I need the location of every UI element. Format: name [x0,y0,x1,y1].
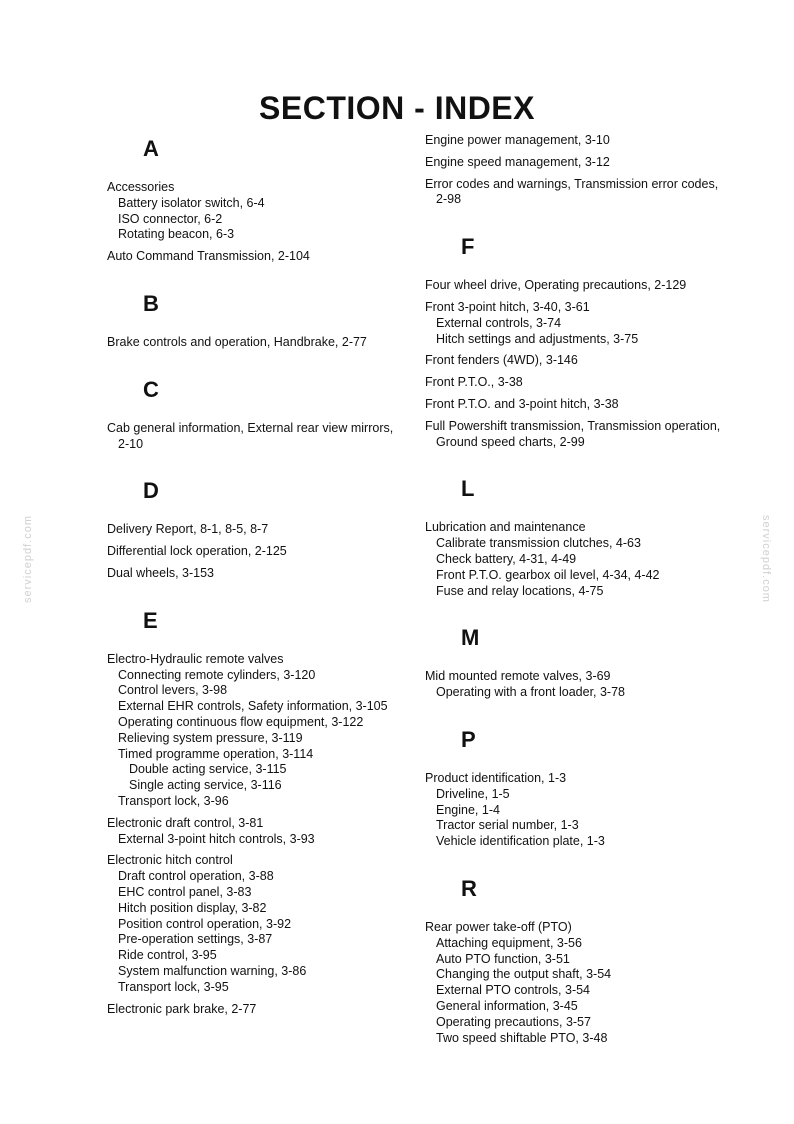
index-entry [107,1002,407,1018]
index-entry-main: Front fenders (4WD), 3-146 [425,353,578,368]
index-entry-sub: Position control operation, 3-92 [118,916,292,931]
index-entry [425,419,725,451]
group-spacer [107,458,407,470]
index-entry-sub: Front P.T.O. gearbox oil level, 4-34, 4-42 [436,567,660,582]
index-entry-sub: Operating continuous flow equipment, 3-122 [118,714,364,729]
index-entry-sub: Operating precautions, 3-57 [436,1014,591,1029]
index-entry-sub: Timed programme operation, 3-114 [118,746,314,761]
index-letter-heading: P [461,726,476,752]
index-entry-main: Electronic draft control, 3-81 [107,815,264,830]
index-group [107,136,407,283]
index-left-column [107,130,407,1023]
index-entry-sub: Transport lock, 3-95 [118,979,229,994]
index-entry [107,853,407,995]
index-entry-sub: External PTO controls, 3-54 [436,983,591,998]
index-entry-sub: Calibrate transmission clutches, 4-63 [436,536,641,551]
index-entry-main: Delivery Report, 8-1, 8-5, 8-7 [107,522,269,537]
index-entry-main: Full Powershift transmission, Transmission operation, Ground speed charts, 2-99 [425,418,721,449]
index-entry-sub: Transport lock, 3-96 [118,793,229,808]
index-letter-heading: E [143,607,158,633]
group-spacer [425,605,725,617]
index-entry [107,652,407,810]
index-entry [107,180,407,243]
index-letter-heading: L [461,476,475,502]
index-entry-sub: Attaching equipment, 3-56 [436,935,582,950]
index-group [425,133,725,226]
index-entry-sub: Single acting service, 3-116 [129,778,282,793]
index-entry-main: Differential lock operation, 2-125 [107,544,287,559]
index-entry [107,816,407,848]
index-letter-heading: C [143,376,159,402]
index-letter-heading: F [461,234,475,260]
index-entry-sub: ISO connector, 6-2 [118,211,223,226]
index-group [425,625,725,719]
group-spacer [107,357,407,369]
index-right-column [425,133,725,1052]
index-group [425,876,725,1046]
index-entry-sub: Draft control operation, 3-88 [118,869,274,884]
index-entry-sub: Vehicle identification plate, 1-3 [436,834,605,849]
index-entry-sub: EHC control panel, 3-83 [118,884,252,899]
group-spacer [425,214,725,226]
index-entry-main: Brake controls and operation, Handbrake, 2-77 [107,334,367,349]
index-entry-main: Cab general information, External rear view mirrors, 2-10 [107,420,394,451]
index-entry-sub: External EHR controls, Safety information, 3-105 [118,699,388,714]
group-spacer [425,856,725,868]
index-entry [425,133,725,149]
watermark-left: servicepdf.com [22,515,34,603]
index-entry-sub: Auto PTO function, 3-51 [436,951,570,966]
page-title: SECTION - INDEX [259,90,535,126]
index-letter-heading: R [461,875,477,901]
index-entry-main: Mid mounted remote valves, 3-69 [425,669,611,684]
index-group [107,291,407,369]
index-entry-main: Electronic park brake, 2-77 [107,1001,257,1016]
index-entry-main: Accessories [107,180,175,194]
index-entry [107,421,407,453]
index-entry-sub: Check battery, 4-31, 4-49 [436,551,577,566]
index-entry-sub: Control levers, 3-98 [118,683,228,698]
index-entry-sub: Connecting remote cylinders, 3-120 [118,667,316,682]
index-entry-sub: Fuse and relay locations, 4-75 [436,583,604,598]
index-entry-main: Dual wheels, 3-153 [107,565,215,580]
index-entry [107,566,407,582]
index-entry [107,249,407,265]
index-entry-main: Front P.T.O., 3-38 [425,375,523,390]
index-entry-main: Auto Command Transmission, 2-104 [107,249,310,264]
index-entry [425,300,725,347]
index-entry-sub: Rotating beacon, 6-3 [118,227,235,242]
index-entry [425,771,725,850]
index-entry [425,397,725,413]
index-entry-sub: External controls, 3-74 [436,315,562,330]
index-entry-main: Front 3-point hitch, 3-40, 3-61 [425,299,590,314]
group-spacer [107,588,407,600]
index-entry-main: Engine speed management, 3-12 [425,154,610,169]
index-entry [425,375,725,391]
group-spacer [425,707,725,719]
index-group [107,478,407,599]
index-entry-main: Front P.T.O. and 3-point hitch, 3-38 [425,396,619,411]
index-entry [425,177,725,209]
watermark-right: servicepdf.com [760,515,772,603]
index-entry-sub: Hitch settings and adjustments, 3-75 [436,331,639,346]
index-entry-main: Engine power management, 3-10 [425,133,610,147]
index-entry-sub: Battery isolator switch, 6-4 [118,195,265,210]
index-entry-sub: Two speed shiftable PTO, 3-48 [436,1030,608,1045]
index-entry [107,544,407,560]
group-spacer [425,456,725,468]
index-entry [425,155,725,171]
index-entry-sub: General information, 3-45 [436,998,578,1013]
index-entry [107,522,407,538]
index-entry-main: Rear power take-off (PTO) [425,919,572,934]
index-entry-main: Electronic hitch control [107,853,233,868]
index-entry-sub: External 3-point hitch controls, 3-93 [118,831,315,846]
index-group [425,476,725,617]
index-entry-sub: Double acting service, 3-115 [129,762,287,777]
index-entry-sub: Hitch position display, 3-82 [118,900,267,915]
index-entry-sub: Operating with a front loader, 3-78 [436,685,626,700]
index-entry-sub: Changing the output shaft, 3-54 [436,967,612,982]
index-entry [425,353,725,369]
index-entry-main: Product identification, 1-3 [425,770,567,785]
index-entry-sub: Tractor serial number, 1-3 [436,818,579,833]
index-entry-sub: Engine, 1-4 [436,802,500,817]
index-entry-main: Electro-Hydraulic remote valves [107,651,284,666]
index-entry-main: Error codes and warnings, Transmission error codes, 2-98 [425,176,719,207]
index-letter-heading: D [143,478,159,504]
index-group [425,234,725,468]
index-entry-main: Four wheel drive, Operating precautions, 2-129 [425,278,687,293]
index-entry [107,335,407,351]
index-entry-sub: Driveline, 1-5 [436,786,510,801]
index-group [425,727,725,868]
index-entry-sub: Pre-operation settings, 3-87 [118,932,273,947]
index-letter-heading: B [143,290,159,316]
index-entry-sub: System malfunction warning, 3-86 [118,963,307,978]
index-entry [425,278,725,294]
index-letter-heading: M [461,625,480,651]
index-entry [425,920,725,1046]
index-letter-heading: A [143,136,159,161]
index-entry-sub: Ride control, 3-95 [118,948,217,963]
index-entry [425,520,725,599]
index-entry-sub: Relieving system pressure, 3-119 [118,730,303,745]
index-group [107,377,407,471]
group-spacer [107,271,407,283]
index-entry-main: Lubrication and maintenance [425,520,586,535]
index-entry [425,669,725,701]
index-group [107,608,407,1018]
